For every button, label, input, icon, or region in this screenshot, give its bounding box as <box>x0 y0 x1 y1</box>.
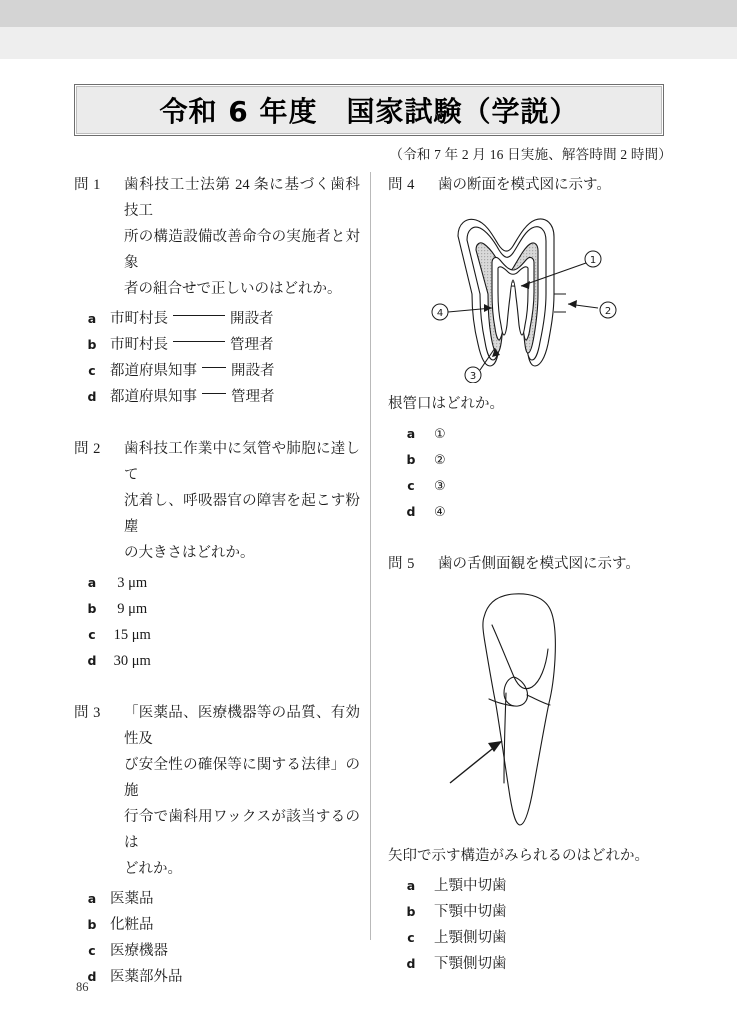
choice-list <box>74 886 360 990</box>
choice-text: 医薬品 <box>110 891 154 907</box>
choice-letter: b <box>87 337 97 352</box>
choice-pair <box>110 359 360 384</box>
choice-letter: c <box>407 478 415 493</box>
choice-pair-left: 市町村長 <box>110 311 168 327</box>
choice-text: 医療機器 <box>110 943 168 959</box>
question-header <box>388 551 678 577</box>
question-block <box>74 172 360 410</box>
question-number: 問 1 <box>74 177 101 193</box>
choice-letter: d <box>406 956 416 971</box>
choice-letter: c <box>407 930 415 945</box>
page-number: 86 <box>76 980 89 994</box>
question-block <box>388 172 678 525</box>
question-stem-line: の大きさはどれか。 <box>124 545 255 561</box>
choice-text: 30 μm <box>110 653 151 669</box>
question-stem-line: 所の構造設備改善命令の実施者と対象 <box>124 229 360 271</box>
choice-row[interactable] <box>74 886 360 912</box>
question-stem-line: 歯科技工作業中に気管や肺胞に達して <box>124 441 360 483</box>
top-gray-band <box>0 0 737 27</box>
choice-row[interactable] <box>74 938 360 964</box>
choice-text: ② <box>434 453 446 468</box>
choice-row[interactable] <box>74 358 360 384</box>
choice-letter: c <box>88 627 96 642</box>
choice-row[interactable] <box>74 912 360 938</box>
choice-pair-right: 開設者 <box>230 311 274 327</box>
choice-text: 医薬部外品 <box>110 969 183 985</box>
question-number: 問 4 <box>388 177 415 193</box>
choice-letter: a <box>87 891 97 906</box>
choice-pair-left: 市町村長 <box>110 337 168 353</box>
choice-letter: a <box>406 878 416 893</box>
choice-letter: b <box>406 904 416 919</box>
question-stem <box>438 172 678 198</box>
question-stem-line: どれか。 <box>124 861 182 877</box>
question-header <box>74 700 360 882</box>
column-divider <box>370 172 371 940</box>
question-number: 問 5 <box>388 556 415 572</box>
choice-row[interactable] <box>74 622 360 648</box>
tooth-lingual-view-diagram <box>388 587 638 835</box>
question-stem-line: 者の組合せで正しいのはどれか。 <box>124 281 342 297</box>
question-stem <box>124 172 360 302</box>
choice-row[interactable] <box>388 873 678 899</box>
choice-pair <box>110 385 360 410</box>
left-column <box>74 172 360 1016</box>
choice-text: 15 μm <box>110 627 151 643</box>
question-stem-line: 歯の断面を模式図に示す。 <box>438 177 611 193</box>
question-stem-line: 「医薬品、医療機器等の品質、有効性及 <box>124 705 360 747</box>
choice-pair-connector <box>202 393 226 394</box>
question-stem-line: び安全性の確保等に関する法律」の施 <box>124 757 360 799</box>
choice-letter: d <box>406 504 416 519</box>
choice-row[interactable] <box>388 473 678 499</box>
choice-text: 9 μm <box>110 601 148 617</box>
choice-row[interactable] <box>74 306 360 332</box>
question-block <box>74 436 360 674</box>
question-stem <box>438 551 678 577</box>
choice-letter: a <box>87 311 97 326</box>
choice-pair-right: 開設者 <box>231 363 275 379</box>
choice-text: ① <box>434 427 446 442</box>
svg-text:1: 1 <box>589 255 597 266</box>
question-stem <box>124 700 360 882</box>
choice-row[interactable] <box>74 596 360 622</box>
choice-row[interactable] <box>388 421 678 447</box>
choice-row[interactable] <box>388 499 678 525</box>
choice-letter: a <box>406 426 416 441</box>
question-block <box>74 700 360 990</box>
question-number: 問 3 <box>74 705 101 721</box>
question-header <box>74 172 360 302</box>
choice-list <box>388 873 678 977</box>
choice-letter: c <box>88 363 96 378</box>
choice-list <box>74 306 360 410</box>
choice-pair <box>110 307 360 332</box>
choice-pair-connector <box>173 315 225 316</box>
choice-row[interactable] <box>74 964 360 990</box>
page-title: 令和 6 年度 国家試験（学説） <box>159 95 579 128</box>
choice-pair-connector <box>173 341 225 342</box>
choice-row[interactable] <box>388 447 678 473</box>
choice-letter: d <box>87 653 97 668</box>
choice-row[interactable] <box>388 951 678 977</box>
choice-pair <box>110 333 360 358</box>
choice-row[interactable] <box>74 332 360 358</box>
choice-letter: b <box>406 452 416 467</box>
svg-text:2: 2 <box>604 306 612 317</box>
choice-letter: b <box>87 601 97 616</box>
question-stem-line: 歯の舌側面観を模式図に示す。 <box>438 556 640 572</box>
tooth-cross-section-diagram <box>388 208 638 383</box>
question-header <box>74 436 360 566</box>
question-stem-line: 行令で歯科用ワックスが該当するのは <box>124 809 360 851</box>
choice-letter: b <box>87 917 97 932</box>
svg-text:3: 3 <box>469 371 477 382</box>
question-figure <box>388 587 678 835</box>
choice-row[interactable] <box>388 925 678 951</box>
choice-letter: d <box>87 389 97 404</box>
choice-pair-left: 都道府県知事 <box>110 363 197 379</box>
choice-row[interactable] <box>388 899 678 925</box>
choice-pair-connector <box>202 367 226 368</box>
choice-letter: c <box>88 943 96 958</box>
exam-title-banner <box>74 84 664 136</box>
choice-list <box>74 570 360 674</box>
choice-text: 化粧品 <box>110 917 154 933</box>
choice-text: 下顎中切歯 <box>434 904 507 920</box>
choice-text: 上顎中切歯 <box>434 878 507 894</box>
right-column <box>388 172 678 1003</box>
choice-row[interactable] <box>74 648 360 674</box>
question-figure <box>388 208 678 383</box>
choice-row[interactable] <box>74 570 360 596</box>
choice-text: 上顎側切歯 <box>434 930 507 946</box>
svg-text:4: 4 <box>436 308 444 319</box>
choice-text: ④ <box>434 505 446 520</box>
question-sub-prompt: 根管口はどれか。 <box>388 396 504 412</box>
choice-row[interactable] <box>74 384 360 410</box>
choice-text: 下顎側切歯 <box>434 956 507 972</box>
choice-pair-left: 都道府県知事 <box>110 389 197 405</box>
choice-letter: d <box>87 969 97 984</box>
question-sub-prompt: 矢印で示す構造がみられるのはどれか。 <box>388 848 649 864</box>
question-number: 問 2 <box>74 441 101 457</box>
choice-text: 3 μm <box>110 575 148 591</box>
exam-subtitle: （令和 7 年 2 月 16 日実施、解答時間 2 時間） <box>389 147 672 162</box>
choice-letter: a <box>87 575 97 590</box>
question-header <box>388 172 678 198</box>
question-block <box>388 551 678 977</box>
question-stem <box>124 436 360 566</box>
question-stem-line: 沈着し、呼吸器官の障害を起こす粉塵 <box>124 493 360 535</box>
choice-pair-right: 管理者 <box>230 337 274 353</box>
choice-list <box>388 421 678 525</box>
choice-pair-right: 管理者 <box>231 389 275 405</box>
choice-text: ③ <box>434 479 446 494</box>
secondary-gray-band <box>0 27 737 59</box>
question-stem-line: 歯科技工士法第 24 条に基づく歯科技工 <box>124 177 360 219</box>
